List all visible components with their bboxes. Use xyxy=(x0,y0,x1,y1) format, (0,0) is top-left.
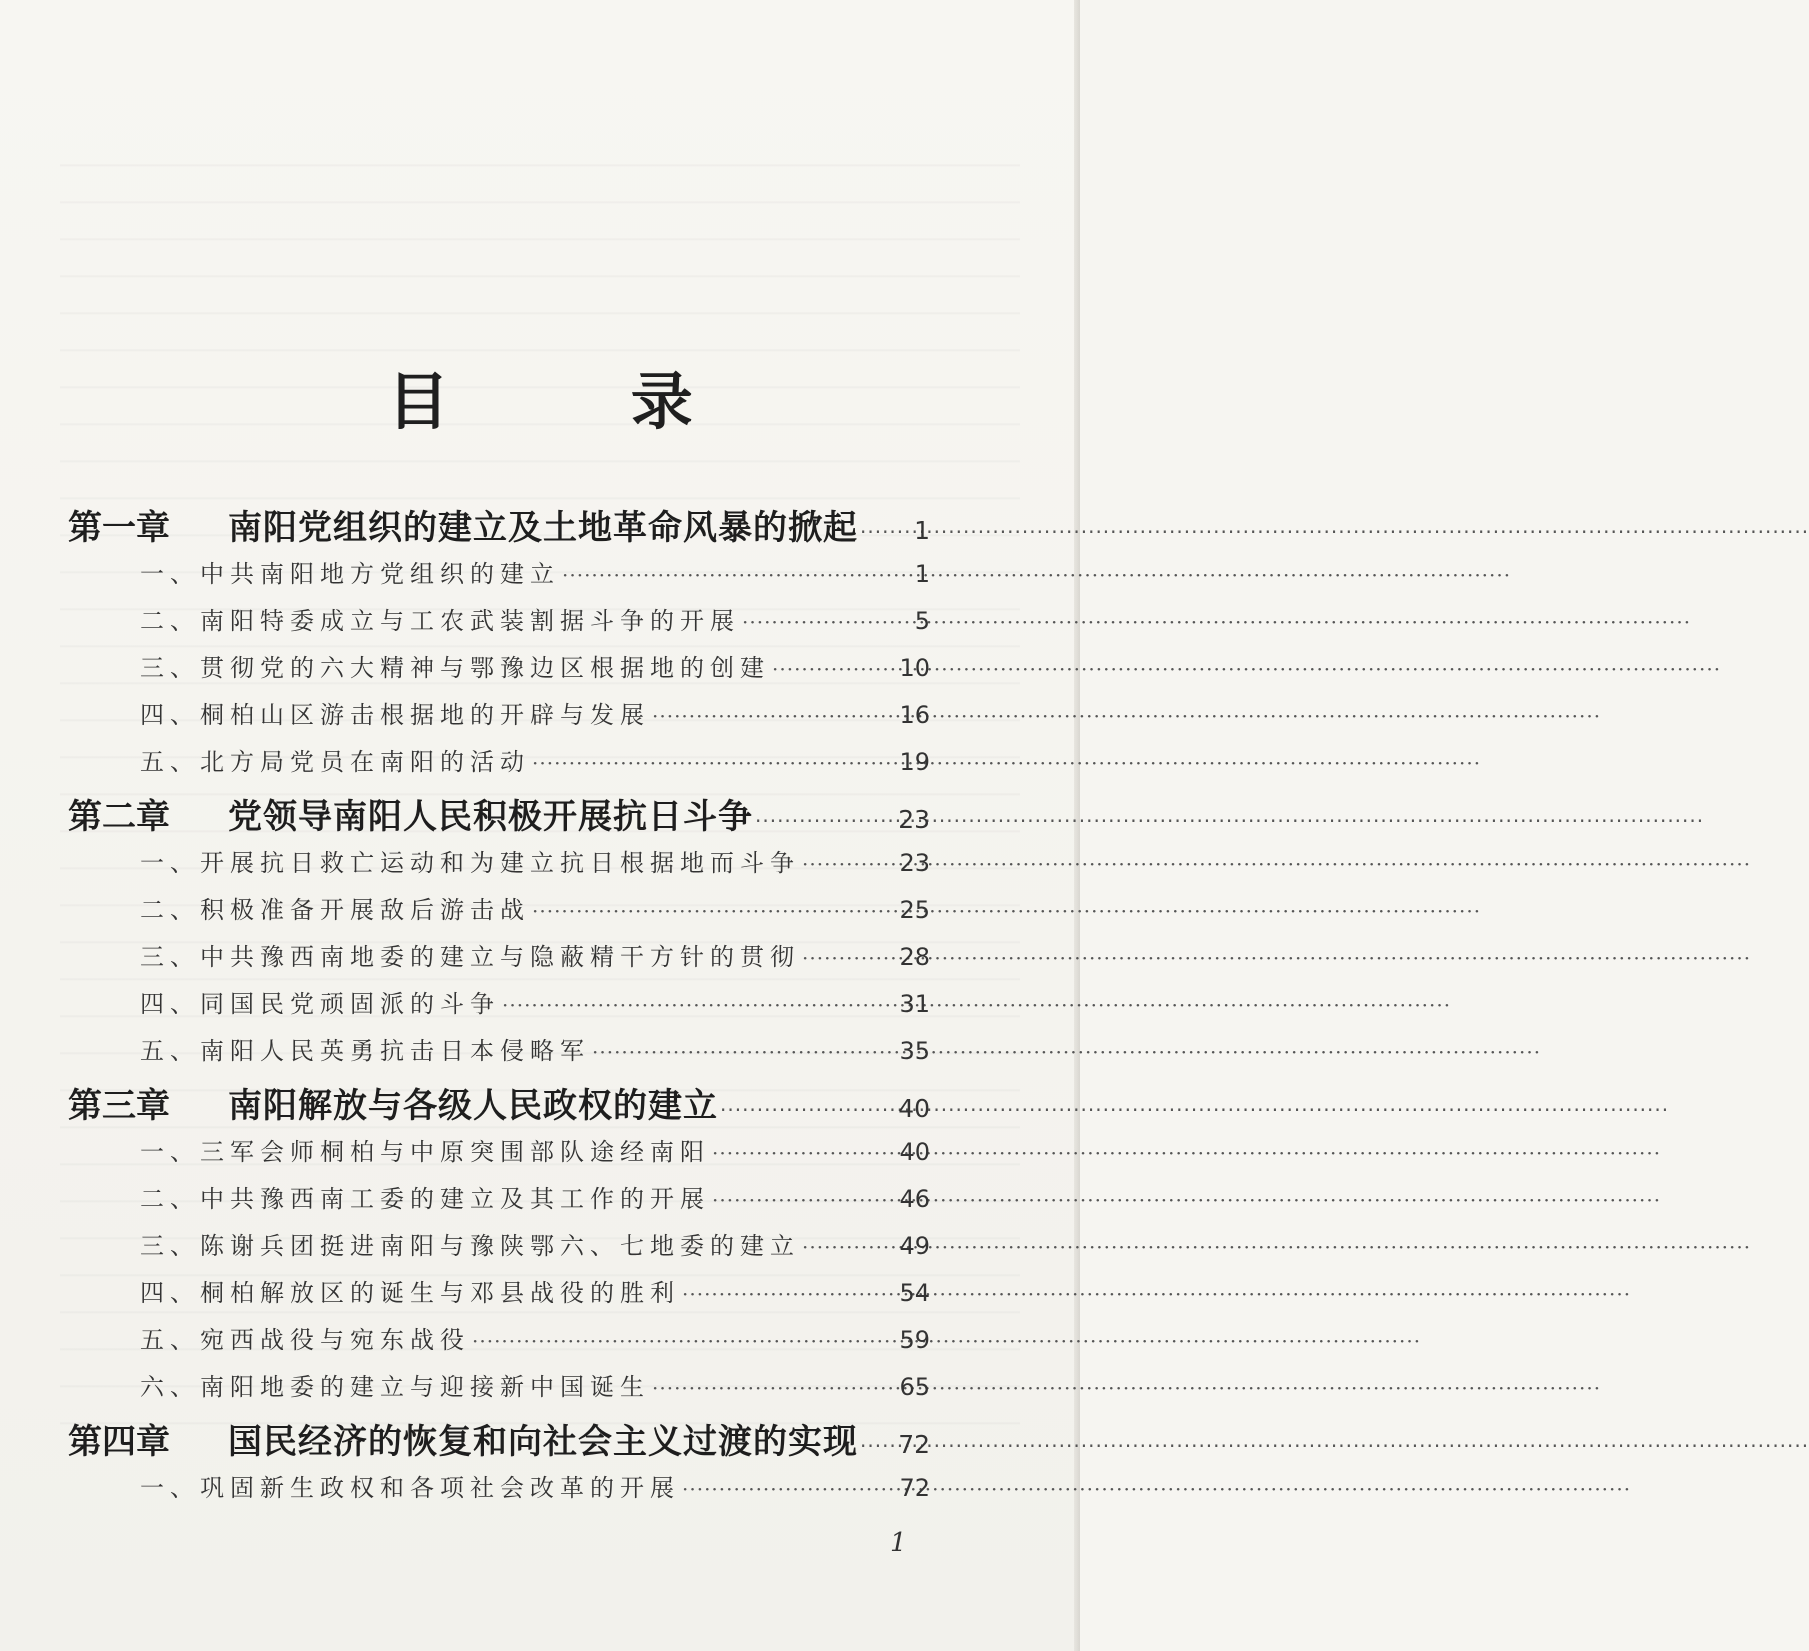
chapter-number: 第三章 xyxy=(68,1086,170,1126)
section-title: 五、北方局党员在南阳的活动 xyxy=(140,748,530,776)
dot-leader xyxy=(502,990,897,1018)
dot-leader xyxy=(682,1474,897,1502)
toc-section-row[interactable] xyxy=(68,843,930,890)
dot-leader xyxy=(652,701,897,729)
section-title: 四、同国民党顽固派的斗争 xyxy=(140,990,500,1018)
toc-section-row[interactable] xyxy=(68,1132,930,1179)
dot-leader xyxy=(472,1326,897,1354)
toc-section-row[interactable] xyxy=(68,890,930,937)
page-title: 目 录 xyxy=(387,365,773,438)
dot-leader xyxy=(592,1037,897,1065)
section-title: 五、南阳人民英勇抗击日本侵略军 xyxy=(140,1037,590,1065)
page-ref: 49 xyxy=(899,1232,930,1260)
page-ref: 40 xyxy=(899,1138,930,1166)
chapter-title: 党领导南阳人民积极开展抗日斗争 xyxy=(228,797,753,837)
section-title: 三、陈谢兵团挺进南阳与豫陕鄂六、七地委的建立 xyxy=(140,1232,800,1260)
toc-section-row[interactable] xyxy=(68,601,930,648)
dot-leader xyxy=(532,748,897,776)
dot-leader xyxy=(860,1422,896,1462)
section-title: 五、宛西战役与宛东战役 xyxy=(140,1326,470,1354)
chapter-number: 第四章 xyxy=(68,1422,170,1462)
toc-section-row[interactable] xyxy=(68,1226,930,1273)
page-ref: 28 xyxy=(899,943,930,971)
section-title: 六、南阳地委的建立与迎接新中国诞生 xyxy=(140,1373,650,1401)
section-title: 一、中共南阳地方党组织的建立 xyxy=(140,560,560,588)
dot-leader xyxy=(802,943,897,971)
page-ref: 16 xyxy=(899,701,930,729)
dot-leader xyxy=(532,896,897,924)
page-ref: 1 xyxy=(914,560,930,588)
chapter-number: 第一章 xyxy=(68,508,170,548)
dot-leader xyxy=(860,508,912,548)
dot-leader xyxy=(772,654,897,682)
toc-section-row[interactable] xyxy=(68,1031,930,1078)
page-number: 1 xyxy=(890,1528,907,1558)
page-ref: 10 xyxy=(899,654,930,682)
section-title: 三、贯彻党的六大精神与鄂豫边区根据地的创建 xyxy=(140,654,770,682)
section-title: 一、巩固新生政权和各项社会改革的开展 xyxy=(140,1474,680,1502)
toc-section-row[interactable] xyxy=(68,554,930,601)
page-ref: 23 xyxy=(898,805,930,834)
chapter-title: 南阳解放与各级人民政权的建立 xyxy=(228,1086,718,1126)
toc-section-row[interactable] xyxy=(68,1320,930,1367)
dot-leader xyxy=(562,560,913,588)
page-ref: 54 xyxy=(899,1279,930,1307)
page-ref: 40 xyxy=(898,1094,930,1123)
section-title: 四、桐柏解放区的诞生与邓县战役的胜利 xyxy=(140,1279,680,1307)
page-ref: 46 xyxy=(899,1185,930,1213)
dot-leader xyxy=(652,1373,897,1401)
dot-leader xyxy=(802,849,897,877)
page-ref: 72 xyxy=(899,1474,930,1502)
dot-leader xyxy=(682,1279,897,1307)
page-ref: 23 xyxy=(899,849,930,877)
section-title: 三、中共豫西南地委的建立与隐蔽精干方针的贯彻 xyxy=(140,943,800,971)
toc-section-row[interactable] xyxy=(68,1179,930,1226)
dot-leader xyxy=(802,1232,897,1260)
toc-chapter-row[interactable] xyxy=(68,1078,930,1132)
toc-section-row[interactable] xyxy=(68,648,930,695)
toc-section-row[interactable] xyxy=(68,937,930,984)
section-title: 一、开展抗日救亡运动和为建立抗日根据地而斗争 xyxy=(140,849,800,877)
dot-leader xyxy=(712,1138,897,1166)
page-ref: 35 xyxy=(899,1037,930,1065)
chapter-title: 南阳党组织的建立及土地革命风暴的掀起 xyxy=(228,508,858,548)
section-title: 二、南阳特委成立与工农武装割据斗争的开展 xyxy=(140,607,740,635)
page-ref: 19 xyxy=(899,748,930,776)
toc-chapter-row[interactable] xyxy=(68,500,930,554)
chapter-title: 国民经济的恢复和向社会主义过渡的实现 xyxy=(228,1422,858,1462)
toc-chapter-row[interactable] xyxy=(68,1414,930,1468)
dot-leader xyxy=(755,797,896,837)
page-ref: 72 xyxy=(898,1430,930,1459)
toc-section-row[interactable] xyxy=(68,1273,930,1320)
table-of-contents xyxy=(68,500,930,1515)
toc-section-row[interactable] xyxy=(68,984,930,1031)
page-ref: 5 xyxy=(914,607,930,635)
section-title: 二、积极准备开展敌后游击战 xyxy=(140,896,530,924)
section-title: 二、中共豫西南工委的建立及其工作的开展 xyxy=(140,1185,710,1213)
page-ref: 1 xyxy=(914,516,930,545)
page-ref: 31 xyxy=(899,990,930,1018)
page-ref: 25 xyxy=(899,896,930,924)
toc-section-row[interactable] xyxy=(68,1468,930,1515)
dot-leader xyxy=(742,607,913,635)
page-ref: 65 xyxy=(899,1373,930,1401)
toc-section-row[interactable] xyxy=(68,1367,930,1414)
toc-section-row[interactable] xyxy=(68,742,930,789)
dot-leader xyxy=(720,1086,896,1126)
toc-chapter-row[interactable] xyxy=(68,789,930,843)
section-title: 一、三军会师桐柏与中原突围部队途经南阳 xyxy=(140,1138,710,1166)
chapter-number: 第二章 xyxy=(68,797,170,837)
dot-leader xyxy=(712,1185,897,1213)
toc-section-row[interactable] xyxy=(68,695,930,742)
section-title: 四、桐柏山区游击根据地的开辟与发展 xyxy=(140,701,650,729)
page-ref: 59 xyxy=(899,1326,930,1354)
